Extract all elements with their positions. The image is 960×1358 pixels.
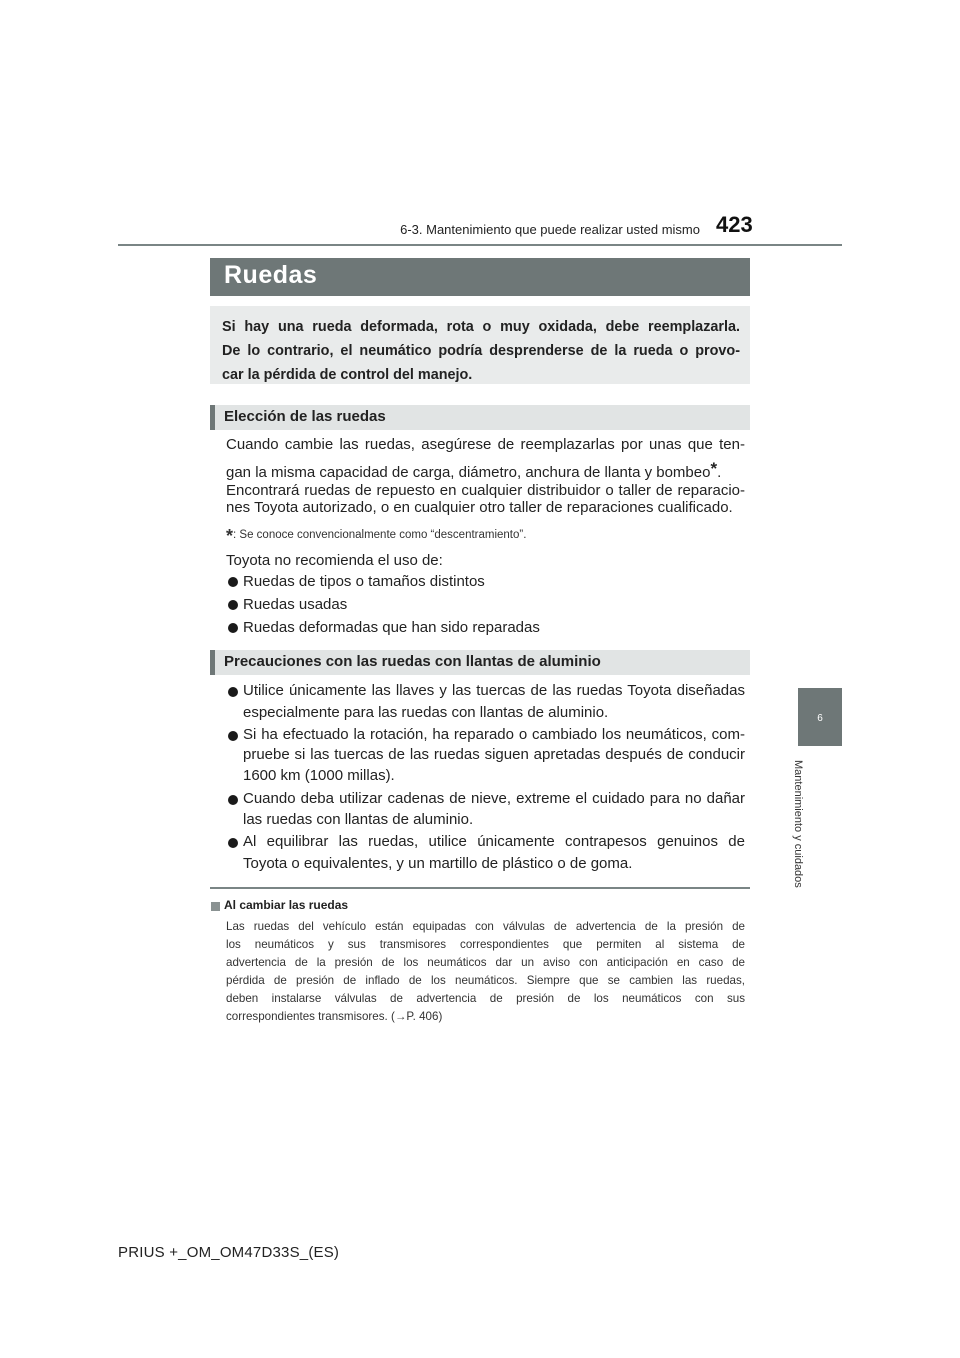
header-divider (118, 244, 842, 246)
section-heading-wheel-selection (210, 405, 750, 430)
bullet-icon (228, 687, 238, 697)
bullet-icon (228, 731, 238, 741)
chapter-tab (798, 688, 842, 746)
note-line: deben instalarse válvulas de advertencia de presión de los neumáticos con sus (226, 992, 745, 1005)
note-line: los neumáticos y sus transmisores correspondientes que permiten al sistema de (226, 938, 745, 951)
note-line: correspondientes transmisores. (→P. 406) (226, 1010, 443, 1023)
note-line: pérdida de presión de inflado de los neumáticos. Siempre que se cambien las ruedas, (226, 974, 745, 987)
footnote (226, 526, 526, 547)
bullet-icon (228, 623, 238, 633)
paragraph-line: nes Toyota autorizado, o en cualquier otro taller de reparaciones cualificado. (226, 499, 733, 516)
list-item: Ruedas usadas (243, 596, 348, 613)
section-accent (210, 650, 215, 675)
intro-line: car la pérdida de control del manejo. (222, 367, 473, 383)
list-item-line: Cuando deba utilizar cadenas de nieve, extreme el cuidado para no dañar (243, 790, 745, 807)
note-divider (210, 887, 750, 889)
footnote-asterisk: * (710, 459, 718, 478)
chapter-label: Mantenimiento y cuidados (792, 760, 804, 888)
section-heading-label: Elección de las ruedas (224, 408, 386, 425)
intro-line: Si hay una rueda deformada, rota o muy oxidada, debe reemplazarla. (222, 319, 740, 335)
paragraph-line: Cuando cambie las ruedas, asegúrese de reemplazarlas por unas que ten- (226, 436, 745, 453)
section-accent (210, 405, 215, 430)
bullet-icon (228, 795, 238, 805)
section-heading-aluminum-wheels (210, 650, 750, 675)
chapter-number: 6 (817, 713, 823, 724)
bullet-icon (228, 838, 238, 848)
list-item-line: 1600 km (1000 millas). (243, 767, 395, 784)
list-item: Ruedas de tipos o tamaños distintos (243, 573, 485, 590)
list-item-line: especialmente para las ruedas con llantas de aluminio. (243, 704, 609, 721)
not-recommended-intro: Toyota no recomienda el uso de: (226, 552, 443, 569)
list-item-line: Toyota o equivalentes, y un martillo de plástico o de goma. (243, 855, 633, 872)
section-heading-label: Precauciones con las ruedas con llantas de aluminio (224, 653, 601, 670)
page-number: 423 (716, 212, 753, 237)
list-item-line: Si ha efectuado la rotación, ha reparado o cambiado los neumáticos, com- (243, 726, 745, 743)
note-square-icon (211, 902, 220, 911)
paragraph-line-with-asterisk (226, 459, 721, 481)
list-item-line: pruebe si las tuercas de las ruedas siguen apretadas después de conducir (243, 746, 745, 763)
bullet-icon (228, 577, 238, 587)
bullet-icon (228, 600, 238, 610)
note-line: advertencia de la presión de los neumáticos dar un aviso con anticipación en caso de (226, 956, 745, 969)
footnote-mark: * (226, 526, 234, 546)
list-item: Ruedas deformadas que han sido reparadas (243, 619, 540, 636)
intro-line: De lo contrario, el neumático podría desprenderse de la rueda o provo- (222, 343, 740, 359)
paragraph-period: . (717, 464, 722, 481)
list-item-line: Utilice únicamente las llaves y las tuercas de las ruedas Toyota diseñadas (243, 682, 745, 699)
note-line: Las ruedas del vehículo están equipadas con válvulas de advertencia de la presión de (226, 920, 745, 933)
note-title: Al cambiar las ruedas (224, 898, 349, 912)
header-section-title: 6-3. Mantenimiento que puede realizar usted mismo (400, 222, 700, 237)
page-title-bar (210, 258, 750, 296)
footnote-text: : Se conoce convencionalmente como “descentramiento”. (233, 529, 527, 541)
page-title: Ruedas (224, 261, 318, 289)
paragraph-text: gan la misma capacidad de carga, diámetro, anchura de llanta y bombeo (226, 464, 711, 481)
list-item-line: Al equilibrar las ruedas, utilice únicamente contrapesos genuinos de (243, 833, 745, 850)
intro-warning-box (210, 306, 750, 384)
document-code: PRIUS +_OM_OM47D33S_(ES) (118, 1244, 340, 1261)
paragraph-line: Encontrará ruedas de repuesto en cualquier distribuidor o taller de reparacio- (226, 482, 745, 499)
list-item-line: las ruedas con llantas de aluminio. (243, 811, 474, 828)
